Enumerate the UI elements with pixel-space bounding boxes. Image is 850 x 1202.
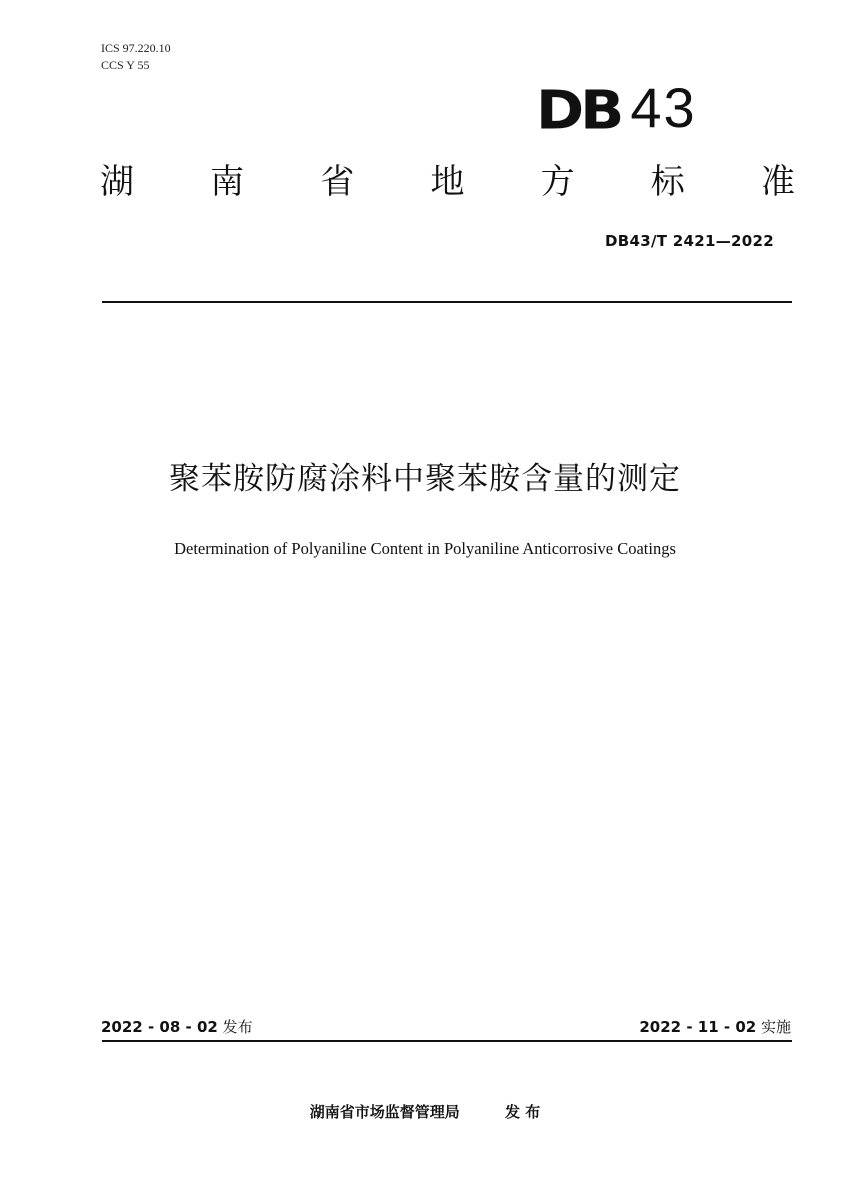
issuer-name: 湖南省市场监督管理局 [309, 1103, 460, 1121]
title-char: 地 [430, 162, 465, 202]
publish-date: 2022 - 08 - 02 [101, 1018, 218, 1036]
publish-label: 发布 [222, 1018, 253, 1036]
ccs-code: CCS Y 55 [101, 58, 150, 72]
title-char: 准 [760, 162, 795, 202]
title-char: 南 [210, 162, 245, 202]
document-title-english: Determination of Polyaniline Content in Polyaniline Anticorrosive Coatings [174, 539, 676, 558]
implement-date: 2022 - 11 - 02 [639, 1018, 757, 1036]
issuer-action: 发 布 [505, 1103, 541, 1121]
header-divider [102, 301, 792, 303]
issuer-line [0, 1101, 850, 1122]
title-char: 方 [540, 162, 575, 202]
implement-label: 实施 [760, 1018, 791, 1036]
publish-date-line [101, 1017, 253, 1037]
standard-mark-prefix: DB [536, 78, 621, 142]
footer-divider [102, 1040, 792, 1042]
standard-mark [536, 76, 697, 142]
document-title-chinese: 聚苯胺防腐涂料中聚苯胺含量的测定 [169, 461, 681, 497]
implement-date-line [639, 1017, 791, 1037]
standard-number: DB43/T 2421—2022 [605, 232, 774, 250]
provincial-standard-title [100, 160, 795, 204]
standard-mark-number: 43 [630, 76, 697, 139]
title-char: 省 [320, 162, 355, 202]
title-char: 标 [650, 162, 685, 202]
title-char: 湖 [100, 162, 134, 202]
ics-code: ICS 97.220.10 [101, 41, 171, 55]
